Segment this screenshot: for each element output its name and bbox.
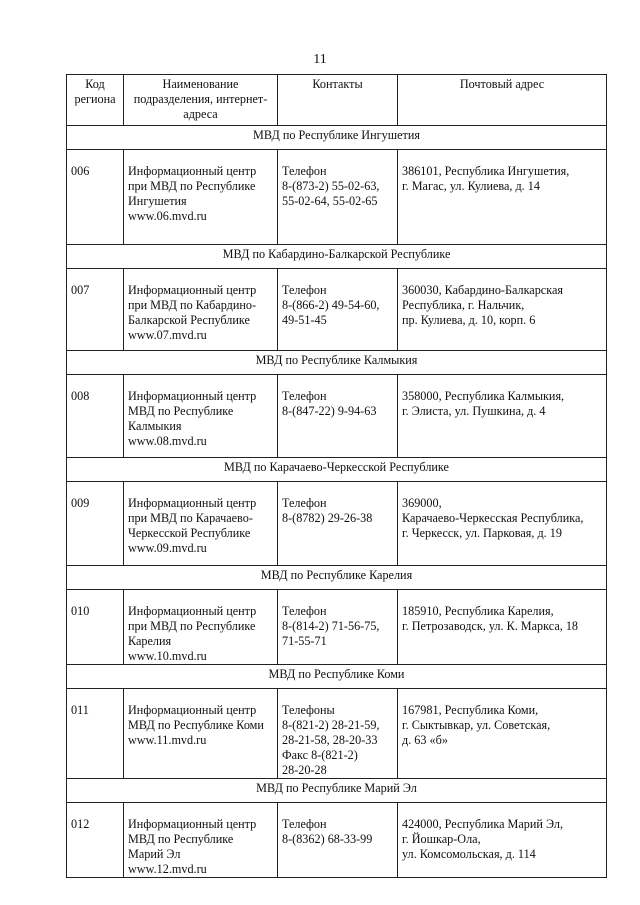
region-header-row: [67, 665, 607, 689]
cell-contacts: [278, 482, 398, 566]
contacts-line: Факс 8-(821-2): [282, 748, 358, 762]
cell-address: [398, 269, 607, 351]
region-title: МВД по Республике Марий Эл: [67, 779, 607, 803]
cell-address: [398, 803, 607, 878]
name-line: Информационный центр: [128, 164, 257, 178]
address-line: г. Сыктывкар, ул. Советская,: [402, 718, 551, 732]
address-line: г. Йошкар-Ола,: [402, 832, 481, 846]
address-line: г. Петрозаводск, ул. К. Маркса, 18: [402, 619, 579, 633]
name-line: при МВД по Республике: [128, 619, 256, 633]
cell-name: [124, 590, 278, 665]
name-line: при МВД по Кабардино-: [128, 298, 257, 312]
name-line: МВД по Республике: [128, 832, 234, 846]
cell-contacts: [278, 590, 398, 665]
contacts-line: Телефон: [282, 496, 327, 510]
contacts-line: 55-02-64, 55-02-65: [282, 194, 378, 208]
name-line: Информационный центр: [128, 389, 257, 403]
name-line[interactable]: www.07.mvd.ru: [128, 328, 207, 342]
table-body: [67, 126, 607, 878]
region-header-row: [67, 245, 607, 269]
contacts-line: 8-(873-2) 55-02-63,: [282, 179, 380, 193]
address-line: 185910, Республика Карелия,: [402, 604, 554, 618]
name-line[interactable]: www.06.mvd.ru: [128, 209, 207, 223]
name-line: Карелия: [128, 634, 172, 648]
cell-address: [398, 482, 607, 566]
name-line[interactable]: www.09.mvd.ru: [128, 541, 207, 555]
region-header-row: [67, 566, 607, 590]
name-line: при МВД по Карачаево-: [128, 511, 253, 525]
table-row: [67, 375, 607, 458]
contacts-line: 71-55-71: [282, 634, 327, 648]
column-header-code: Код региона: [67, 75, 124, 126]
cell-address: [398, 150, 607, 245]
name-line: МВД по Республике: [128, 404, 234, 418]
contacts-line: 8-(814-2) 71-56-75,: [282, 619, 380, 633]
address-line: Республика, г. Нальчик,: [402, 298, 525, 312]
contacts-line: Телефон: [282, 283, 327, 297]
address-line: г. Элиста, ул. Пушкина, д. 4: [402, 404, 546, 418]
contacts-line: 8-(821-2) 28-21-59,: [282, 718, 380, 732]
column-header-name: Наименование подразделения, интернет-адреса: [124, 75, 278, 126]
contacts-line: Телефон: [282, 389, 327, 403]
address-line: 386101, Республика Ингушетия,: [402, 164, 570, 178]
region-title: МВД по Республике Ингушетия: [67, 126, 607, 150]
cell-contacts: [278, 689, 398, 779]
region-title: МВД по Республике Карелия: [67, 566, 607, 590]
address-line: ул. Комсомольская, д. 114: [402, 847, 536, 861]
region-title: МВД по Республике Коми: [67, 665, 607, 689]
address-line: пр. Кулиева, д. 10, корп. 6: [402, 313, 536, 327]
contacts-line: 28-21-58, 28-20-33: [282, 733, 378, 747]
region-code: 011: [67, 689, 124, 779]
address-line: 358000, Республика Калмыкия,: [402, 389, 565, 403]
address-line: 369000,: [402, 496, 442, 510]
region-code: 006: [67, 150, 124, 245]
contacts-line: 8-(8362) 68-33-99: [282, 832, 373, 846]
region-header-row: [67, 779, 607, 803]
address-line: д. 63 «б»: [402, 733, 448, 747]
name-line: Информационный центр: [128, 817, 257, 831]
cell-address: [398, 689, 607, 779]
name-line: Ингушетия: [128, 194, 187, 208]
region-title: МВД по Республике Калмыкия: [67, 351, 607, 375]
contacts-line: 49-51-45: [282, 313, 327, 327]
name-line: Информационный центр: [128, 283, 257, 297]
contacts-line: Телефон: [282, 164, 327, 178]
name-line: Информационный центр: [128, 604, 257, 618]
cell-contacts: [278, 375, 398, 458]
table-row: [67, 482, 607, 566]
table-row: [67, 689, 607, 779]
cell-name: [124, 482, 278, 566]
cell-contacts: [278, 803, 398, 878]
address-line: Карачаево-Черкесская Республика,: [402, 511, 584, 525]
name-line: МВД по Республике Коми: [128, 718, 264, 732]
region-header-row: [67, 126, 607, 150]
name-line[interactable]: www.11.mvd.ru: [128, 733, 207, 747]
name-line: Калмыкия: [128, 419, 182, 433]
name-line: Марий Эл: [128, 847, 181, 861]
region-code: 012: [67, 803, 124, 878]
contacts-line: 8-(866-2) 49-54-60,: [282, 298, 380, 312]
column-header-address: Почтовый адрес: [398, 75, 607, 126]
contacts-line: Телефон: [282, 604, 327, 618]
region-header-row: [67, 351, 607, 375]
address-line: 360030, Кабардино-Балкарская: [402, 283, 563, 297]
region-code: 008: [67, 375, 124, 458]
name-line: Черкесской Республике: [128, 526, 251, 540]
address-line: 424000, Республика Марий Эл,: [402, 817, 563, 831]
table-header-row: [67, 75, 607, 126]
region-code: 007: [67, 269, 124, 351]
table-row: [67, 590, 607, 665]
address-line: 167981, Республика Коми,: [402, 703, 539, 717]
cell-name: [124, 803, 278, 878]
contacts-line: Телефон: [282, 817, 327, 831]
page-number: 11: [313, 52, 327, 67]
cell-address: [398, 590, 607, 665]
region-header-row: [67, 458, 607, 482]
column-header-contacts: Контакты: [278, 75, 398, 126]
table-row: [67, 803, 607, 878]
region-code: 010: [67, 590, 124, 665]
address-line: г. Магас, ул. Кулиева, д. 14: [402, 179, 540, 193]
address-line: г. Черкесск, ул. Парковая, д. 19: [402, 526, 562, 540]
cell-name: [124, 150, 278, 245]
region-title: МВД по Карачаево-Черкесской Республике: [67, 458, 607, 482]
name-line: Информационный центр: [128, 703, 257, 717]
cell-name: [124, 375, 278, 458]
contacts-line: Телефоны: [282, 703, 335, 717]
contacts-line: 8-(8782) 29-26-38: [282, 511, 373, 525]
contacts-table: [66, 74, 607, 878]
table-row: [67, 150, 607, 245]
cell-contacts: [278, 150, 398, 245]
table-row: [67, 269, 607, 351]
cell-name: [124, 269, 278, 351]
region-code: 009: [67, 482, 124, 566]
contacts-line: 28-20-28: [282, 763, 327, 777]
name-line[interactable]: www.12.mvd.ru: [128, 862, 207, 876]
cell-name: [124, 689, 278, 779]
cell-contacts: [278, 269, 398, 351]
cell-address: [398, 375, 607, 458]
name-line: Информационный центр: [128, 496, 257, 510]
contacts-line: 8-(847-22) 9-94-63: [282, 404, 377, 418]
region-title: МВД по Кабардино-Балкарской Республике: [67, 245, 607, 269]
name-line[interactable]: www.08.mvd.ru: [128, 434, 207, 448]
name-line: при МВД по Республике: [128, 179, 256, 193]
name-line: Балкарской Республике: [128, 313, 250, 327]
name-line[interactable]: www.10.mvd.ru: [128, 649, 207, 663]
